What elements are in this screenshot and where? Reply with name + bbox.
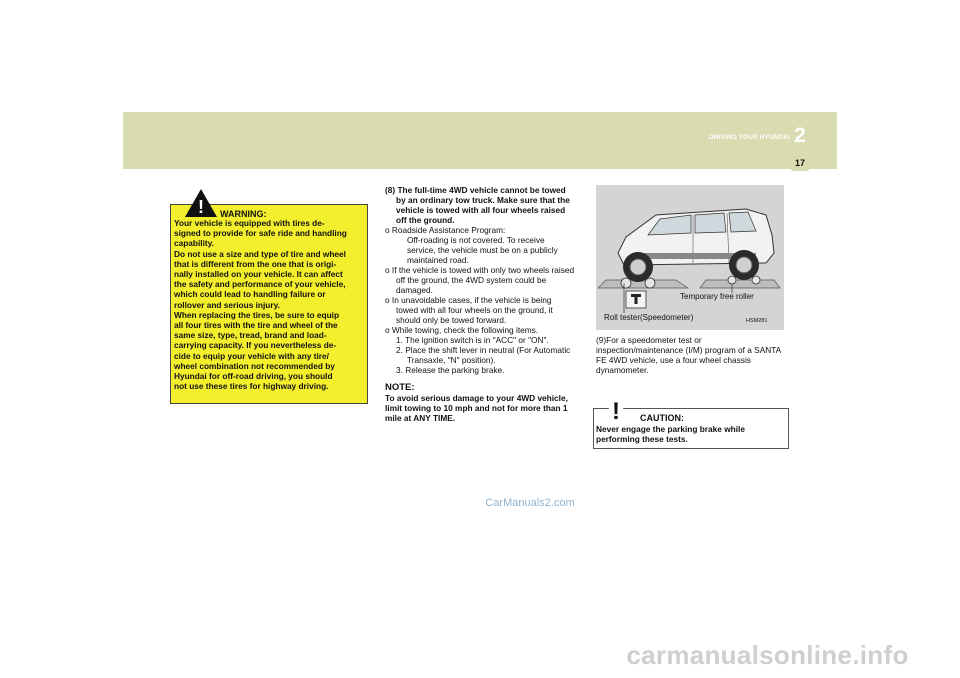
step-3: 3. Release the parking brake. — [396, 365, 505, 375]
exclamation-triangle-icon — [600, 395, 632, 423]
label-temporary-free-roller: Temporary free roller — [680, 292, 754, 301]
item-9: (9)For a speedometer test or inspection/maintenance (I/M) program of a SANTA FE 4WD vehicle, use a four wheel chassis dynamometer. — [596, 335, 781, 375]
chapter-number: 2 — [794, 124, 806, 147]
caution-title: CAUTION: — [640, 413, 684, 423]
step-2: 2. Place the shift lever in neutral (For Automatic Transaxle, "N" position). — [396, 345, 571, 365]
figure-code: HSM281 — [746, 318, 768, 324]
warning-title: WARNING: — [220, 209, 267, 219]
page-number: 17 — [794, 158, 805, 168]
bullet-roadside-detail: Off-roading is not covered. To receive service, the vehicle must be on a publicly maintained road. — [407, 235, 558, 265]
note-text: To avoid serious damage to your 4WD vehicle, limit towing to 10 mph and not for more than 1 mile at ANY TIME. — [385, 393, 568, 423]
item-8: (8) The full-time 4WD vehicle cannot be towed by an ordinary tow truck. Make sure that the vehicle is towed with all four wheels raised off the ground. — [385, 185, 570, 225]
step-1: 1. The ignition switch is in "ACC" or "ON". — [396, 335, 549, 345]
dynamometer-figure — [596, 185, 784, 330]
footer-watermark: carmanualsonline.info — [626, 640, 909, 670]
caution-body: Never engage the parking brake while performing these tests. — [596, 424, 745, 444]
note-heading: NOTE: — [385, 382, 415, 393]
towing-instructions — [385, 185, 575, 423]
exclamation-triangle-icon — [184, 188, 218, 218]
label-roll-tester: Roll tester(Speedometer) — [604, 313, 694, 322]
svg-text:!: ! — [198, 197, 204, 217]
bullet-four-wheels: o In unavoidable cases, if the vehicle is being towed with all four wheels on the ground, it should only be towed forward. — [385, 295, 553, 325]
watermark-link[interactable]: CarManuals2.com — [485, 497, 575, 509]
bullet-check-items: o While towing, check the following items. — [385, 325, 539, 335]
warning-body: Your vehicle is equipped with tires de- signed to provide for safe ride and handling capability. Do not use a size and type of tire and wheel that is different from the one that is origi- nally installed on your vehicle. It can affect the safety and performance of your vehicle, which could lead to handling failure or rollover and serious injury. When replacing the tires, be sure to equip all four tires with the tire and wheel of the same size, type, tread, brand and load- carrying capacity. If you nevertheless de- cide to equip your vehicle with any tire/ wheel combination not recommended by Hyundai for off-road driving, you should not use these tires for highway driving. — [174, 218, 347, 392]
bullet-roadside: o Roadside Assistance Program: — [385, 225, 506, 235]
section-label: DRIVING YOUR HYUNDAI — [709, 134, 790, 141]
bullet-two-wheels: o If the vehicle is towed with only two wheels raised off the ground, the 4WD system could be damaged. — [385, 265, 575, 295]
suv-on-rollers-illustration — [596, 185, 784, 330]
svg-text:!: ! — [612, 398, 620, 423]
